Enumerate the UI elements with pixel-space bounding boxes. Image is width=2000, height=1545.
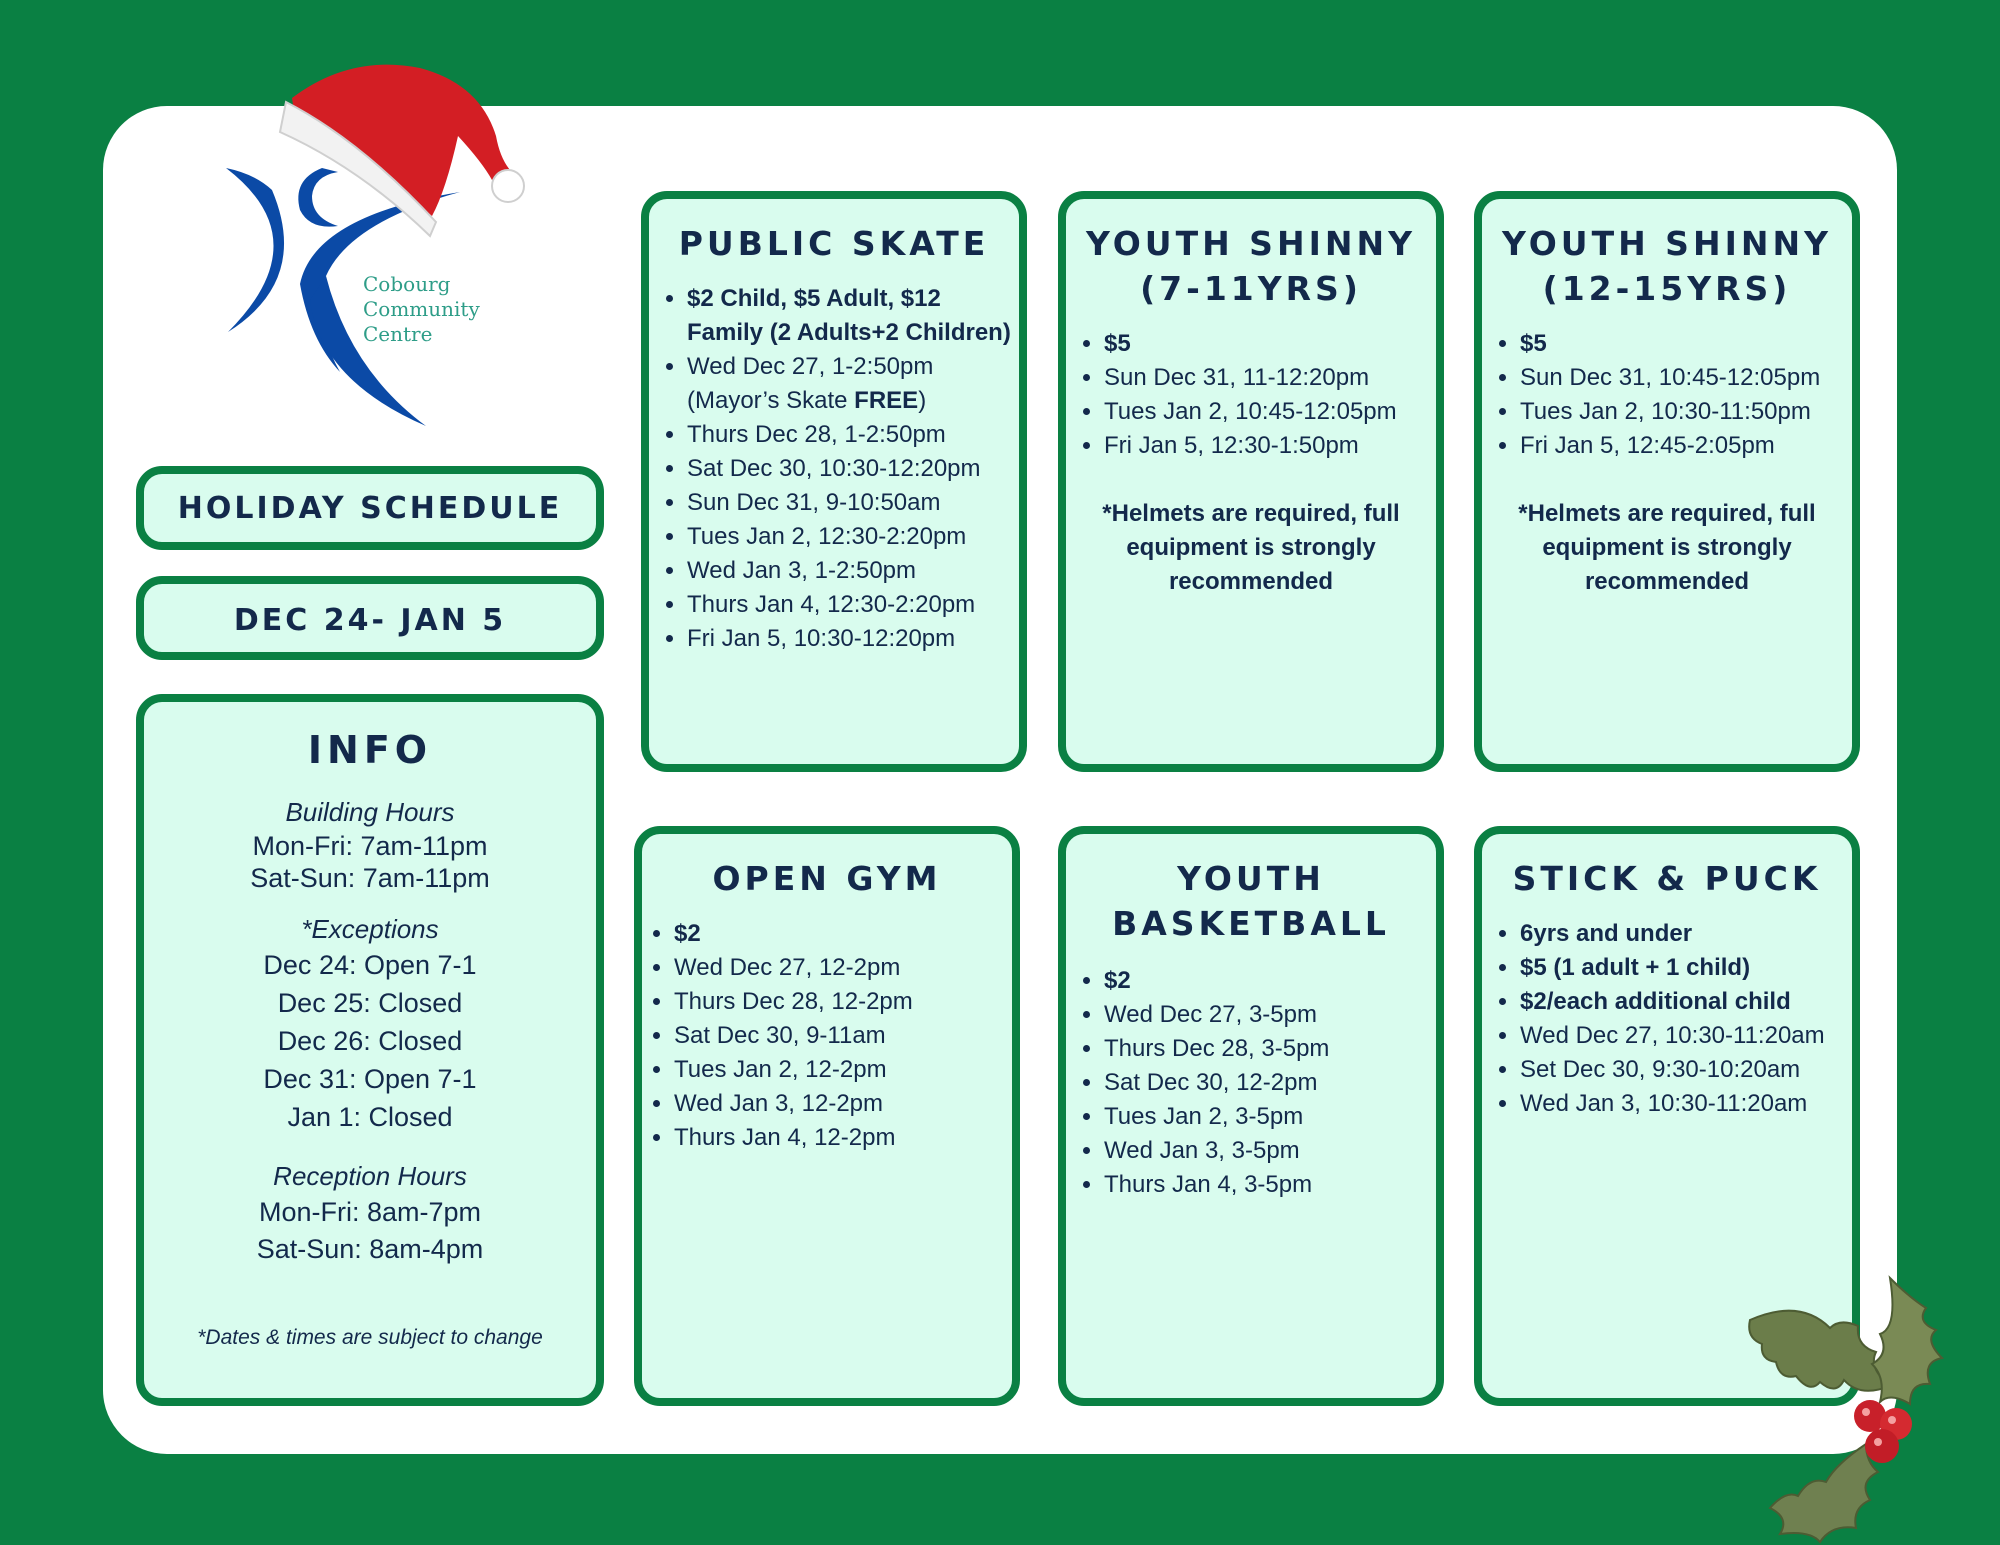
disclaimer: *Dates & times are subject to change: [197, 1326, 543, 1349]
youth-shinny-7-11-list: [1066, 327, 1436, 463]
helmet-note: *Helmets are required, full equipment is strongly recommended: [1518, 500, 1816, 595]
youth-shinny-7-11-card: [1058, 191, 1444, 772]
list-item: • Sat Dec 30, 10:30-12:20pm: [687, 452, 1013, 486]
list-item: • Wed Dec 27, 3-5pm: [1104, 998, 1430, 1032]
reception-hours: [144, 1158, 596, 1268]
title-line-1: YOUTH SHINNY: [1086, 224, 1416, 263]
list-item: • Wed Jan 3, 1-2:50pm: [687, 554, 1013, 588]
list-item: • Set Dec 30, 9:30-10:20am: [1520, 1053, 1846, 1087]
title-line-2: (12-15YRS): [1542, 269, 1792, 308]
title-line-2: BASKETBALL: [1112, 904, 1390, 943]
list-item: • Fri Jan 5, 12:45-2:05pm: [1520, 429, 1846, 463]
list-item: • Thurs Jan 4, 12-2pm: [674, 1121, 1006, 1155]
list-item: • $2/each additional child: [1520, 985, 1846, 1019]
exception-item: Dec 25: Closed: [277, 988, 463, 1018]
mayor-skate-text: Wed Dec 27, 1-2:50pm (Mayor’s Skate: [687, 353, 934, 414]
title-line-2: (7-11YRS): [1140, 269, 1362, 308]
list-item: • Thurs Jan 4, 3-5pm: [1104, 1168, 1430, 1202]
logo-line-1: Cobourg: [363, 272, 451, 296]
list-item: [687, 350, 1013, 418]
list-item: • Tues Jan 2, 3-5pm: [1104, 1100, 1430, 1134]
logo-line-2: Community: [363, 297, 480, 321]
list-item: • Fri Jan 5, 12:30-1:50pm: [1104, 429, 1430, 463]
public-skate-list: [649, 282, 1019, 656]
list-item: • Tues Jan 2, 10:30-11:50pm: [1520, 395, 1846, 429]
building-hours-weekday: Mon-Fri: 7am-11pm: [252, 831, 488, 861]
list-item: • Wed Dec 27, 12-2pm: [674, 951, 1006, 985]
holly-decoration: [1740, 1268, 1970, 1545]
youth-basketball-title: [1066, 856, 1436, 946]
stick-puck-list: [1482, 917, 1852, 1121]
community-centre-logo: [200, 40, 540, 440]
list-item: • Thurs Jan 4, 12:30-2:20pm: [687, 588, 1013, 622]
list-item: • 6yrs and under: [1520, 917, 1846, 951]
list-item: • Wed Jan 3, 12-2pm: [674, 1087, 1006, 1121]
building-hours: [144, 794, 596, 894]
santa-hat-icon: [280, 65, 524, 236]
logo-text: [363, 272, 480, 347]
info-title: INFO: [307, 728, 433, 772]
title-line-1: YOUTH SHINNY: [1502, 224, 1832, 263]
dates-tag: [136, 576, 604, 660]
list-item: • Sun Dec 31, 11-12:20pm: [1104, 361, 1430, 395]
youth-shinny-7-11-title: [1066, 221, 1436, 311]
open-gym-card: [634, 826, 1020, 1406]
logo-figure-icon: [200, 40, 540, 440]
public-skate-title: PUBLIC SKATE: [678, 224, 990, 263]
list-item: • Sun Dec 31, 10:45-12:05pm: [1520, 361, 1846, 395]
exceptions: [144, 912, 596, 1136]
title-line-1: YOUTH: [1177, 859, 1325, 898]
youth-basketball-list: [1066, 964, 1436, 1202]
stick-puck-title: STICK & PUCK: [1512, 859, 1822, 898]
reception-hours-label: Reception Hours: [273, 1161, 467, 1191]
youth-shinny-12-15-title: [1482, 221, 1852, 311]
list-item: • Wed Jan 3, 10:30-11:20am: [1520, 1087, 1846, 1121]
exception-item: Dec 26: Closed: [277, 1026, 463, 1056]
info-panel: [136, 694, 604, 1406]
youth-shinny-12-15-card: [1474, 191, 1860, 772]
list-item: • Tues Jan 2, 12:30-2:20pm: [687, 520, 1013, 554]
exceptions-label: *Exceptions: [301, 914, 439, 944]
list-item: • Sat Dec 30, 9-11am: [674, 1019, 1006, 1053]
exception-item: Jan 1: Closed: [287, 1102, 453, 1132]
holiday-schedule-title: HOLIDAY SCHEDULE: [177, 491, 563, 526]
building-hours-weekend: Sat-Sun: 7am-11pm: [250, 863, 490, 893]
youth-shinny-12-15-list: [1482, 327, 1852, 463]
list-item: • $5 (1 adult + 1 child): [1520, 951, 1846, 985]
holly-icon: [1740, 1268, 1970, 1545]
list-item: • $5: [1520, 327, 1846, 361]
list-item: • Tues Jan 2, 10:45-12:05pm: [1104, 395, 1430, 429]
mayor-skate-close: ): [918, 387, 927, 414]
list-item: • Fri Jan 5, 10:30-12:20pm: [687, 622, 1013, 656]
free-label: FREE: [854, 387, 919, 414]
open-gym-title: OPEN GYM: [712, 859, 942, 898]
helmet-note: *Helmets are required, full equipment is strongly recommended: [1102, 500, 1400, 595]
logo-line-3: Centre: [363, 322, 433, 346]
exception-item: Dec 31: Open 7-1: [263, 1064, 477, 1094]
list-item: • Thurs Dec 28, 1-2:50pm: [687, 418, 1013, 452]
list-item: • Sun Dec 31, 9-10:50am: [687, 486, 1013, 520]
list-item: • Thurs Dec 28, 3-5pm: [1104, 1032, 1430, 1066]
dates-title: DEC 24- JAN 5: [233, 603, 507, 638]
list-item: • $2 Child, $5 Adult, $12 Family (2 Adults+2 Children): [687, 282, 1013, 350]
public-skate-card: [641, 191, 1027, 772]
list-item: • Sat Dec 30, 12-2pm: [1104, 1066, 1430, 1100]
list-item: • $2: [1104, 964, 1430, 998]
exception-item: Dec 24: Open 7-1: [263, 950, 477, 980]
list-item: • Wed Jan 3, 3-5pm: [1104, 1134, 1430, 1168]
reception-hours-weekday: Mon-Fri: 8am-7pm: [258, 1197, 482, 1227]
list-item: • Tues Jan 2, 12-2pm: [674, 1053, 1006, 1087]
list-item: • Thurs Dec 28, 12-2pm: [674, 985, 1006, 1019]
building-hours-label: Building Hours: [285, 797, 455, 827]
holiday-schedule-tag: [136, 466, 604, 550]
youth-basketball-card: [1058, 826, 1444, 1406]
list-item: • $5: [1104, 327, 1430, 361]
list-item: • $2: [674, 917, 1006, 951]
reception-hours-weekend: Sat-Sun: 8am-4pm: [256, 1234, 484, 1264]
open-gym-list: [642, 917, 1012, 1155]
list-item: • Wed Dec 27, 10:30-11:20am: [1520, 1019, 1846, 1053]
